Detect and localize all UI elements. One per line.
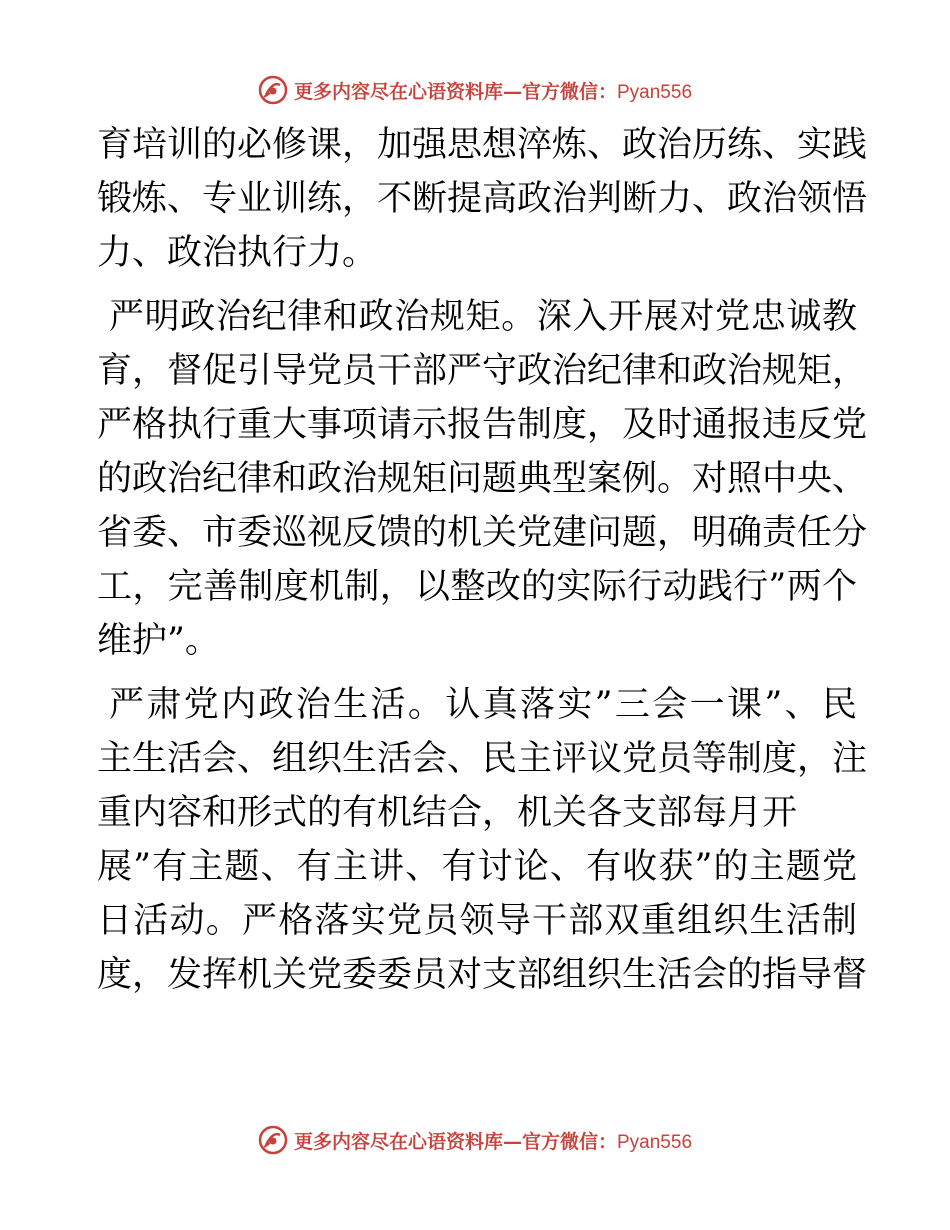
header-banner-inner (258, 75, 692, 105)
header-banner-text (294, 77, 692, 104)
text-line: 度，发挥机关党委委员对支部组织生活会的指导督 (97, 955, 868, 995)
seal-logo-icon (258, 75, 288, 105)
footer-wechat-text: 官方微信： (521, 1130, 617, 1153)
paragraph-1 (97, 118, 868, 280)
text-line: 严肃党内政治生活。认真落实”三会一课”、民 (109, 685, 857, 725)
footer-brand-text: 更多内容尽在心语资料库 (293, 1130, 503, 1153)
text-line: 的政治纪律和政治规矩问题典型案例。对照中央、 (97, 459, 868, 499)
header-wechat-text: 官方微信： (521, 80, 617, 103)
seal-logo-icon (258, 1125, 288, 1155)
text-line: 锻炼、专业训练，不断提高政治判断力、政治领悟 (97, 179, 868, 219)
text-line: 日活动。严格落实党员领导干部双重组织生活制 (97, 901, 857, 941)
header-banner (0, 70, 950, 110)
text-line: 省委、市委巡视反馈的机关党建问题，明确责任分 (97, 513, 868, 553)
text-line: 重内容和形式的有机结合，机关各支部每月开 (97, 793, 798, 833)
footer-banner-inner (258, 1125, 692, 1155)
paragraph-3 (97, 678, 868, 1002)
footer-contact: Pyan556 (617, 1131, 693, 1153)
text-line: 严格执行重大事项请示报告制度，及时通报违反党 (97, 405, 868, 445)
text-line: 育，督促引导党员干部严守政治纪律和政治规矩， (97, 351, 868, 391)
text-line: 展”有主题、有主讲、有讨论、有收获”的主题党 (97, 847, 857, 887)
text-line: 力、政治执行力。 (97, 233, 378, 273)
header-contact: Pyan556 (617, 81, 693, 103)
text-line: 育培训的必修课，加强思想淬炼、政治历练、实践 (97, 125, 868, 165)
document-body (97, 118, 868, 1012)
header-brand-text: 更多内容尽在心语资料库 (293, 80, 503, 103)
text-line: 维护”。 (97, 621, 220, 661)
footer-banner-text (294, 1127, 692, 1154)
header-separator: — (502, 80, 522, 103)
footer-banner (0, 1120, 950, 1160)
text-line: 严明政治纪律和政治规矩。深入开展对党忠诚教 (109, 297, 857, 337)
text-line: 主生活会、组织生活会、民主评议党员等制度，注 (97, 739, 868, 779)
paragraph-2 (97, 290, 868, 668)
footer-separator: — (502, 1130, 522, 1153)
text-line: 工，完善制度机制，以整改的实际行动践行”两个 (97, 567, 857, 607)
